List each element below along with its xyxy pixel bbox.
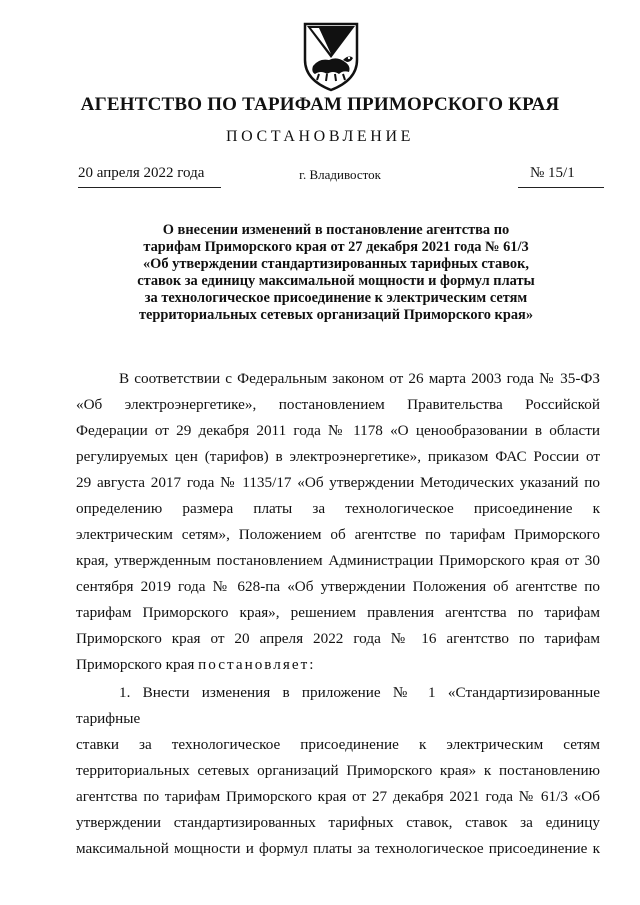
body-paragraph-2 <box>76 680 600 862</box>
paragraph-line: утверждении стандартизированных тарифных ставок, ставок за единицу <box>76 814 600 831</box>
paragraph-line: определению размера платы за технологическое присоединение к <box>76 500 600 517</box>
paragraph-line: территориальных сетевых организаций Приморского края» к постановлению <box>76 762 600 779</box>
paragraph-line: тарифам Приморского края», решением правления агентства по тарифам <box>76 604 600 621</box>
paragraph-line: Приморского края от 20 апреля 2022 года № 16 агентство по тарифам <box>76 630 600 647</box>
paragraph-line: 1. Внести изменения в приложение № 1 «Стандартизированные тарифные <box>76 684 600 727</box>
document-city: г. Владивосток <box>299 167 381 182</box>
heading-line: за технологическое присоединение к электрическим сетям <box>144 290 528 306</box>
paragraph-line: В соответствии с Федеральным законом от 26 марта 2003 года № 35-ФЗ <box>119 370 600 387</box>
resolution-word: постановляет: <box>198 656 316 673</box>
paragraph-line: «Об электроэнергетике», постановлением Правительства Российской <box>76 396 600 413</box>
paragraph-line: края, утвержденным постановлением Администрации Приморского края от 30 <box>76 552 600 569</box>
heading-line: ставок за единицу максимальной мощности и формул платы <box>137 273 535 289</box>
heading-line: территориальных сетевых организаций Приморского края» <box>138 307 534 323</box>
heading-line: тарифам Приморского края от 27 декабря 2021 года № 61/3 <box>143 239 529 255</box>
resolution-prefix: Приморского края <box>76 656 199 673</box>
paragraph-line: регулируемых цен (тарифов) в электроэнергетике», приказом ФАС России от <box>76 448 600 465</box>
heading-line: О внесении изменений в постановление агентства по <box>162 222 510 238</box>
paragraph-line: 29 августа 2017 года № 1135/17 «Об утверждении Методических указаний по <box>76 474 600 491</box>
body-paragraph-1 <box>76 366 600 678</box>
paragraph-line: агентства по тарифам Приморского края от 27 декабря 2021 года № 61/3 «Об <box>76 788 600 805</box>
date-underline <box>78 187 221 188</box>
document-type: ПОСТАНОВЛЕНИЕ <box>226 128 414 145</box>
paragraph-line: сентября 2019 года № 628-па «Об утверждении Положения об агентстве по <box>76 578 600 595</box>
agency-title: АГЕНТСТВО ПО ТАРИФАМ ПРИМОРСКОГО КРАЯ <box>80 94 560 115</box>
document-date: 20 апреля 2022 года <box>78 165 205 181</box>
paragraph-line: электрическим сетям», Положением об агентстве по тарифам Приморского <box>76 526 600 543</box>
heading-line: «Об утверждении стандартизированных тарифных ставок, <box>142 256 530 272</box>
number-underline <box>518 187 604 188</box>
paragraph-line: максимальной мощности и формул платы за технологическое присоединение к <box>76 840 600 857</box>
paragraph-line: Федерации от 29 декабря 2011 года № 1178 «О ценообразовании в области <box>76 422 600 439</box>
document-number: № 15/1 <box>530 165 575 181</box>
paragraph-line: ставки за технологическое присоединение к электрическим сетям <box>76 736 600 753</box>
document-heading <box>118 222 554 324</box>
paragraph-line-final <box>76 652 600 678</box>
coat-of-arms-icon <box>299 20 363 92</box>
